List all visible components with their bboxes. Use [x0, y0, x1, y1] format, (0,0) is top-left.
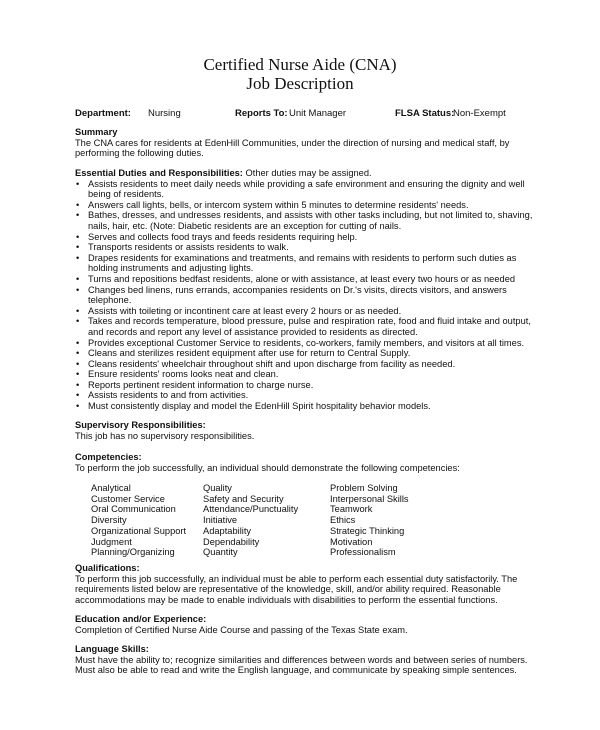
duty-item: • Takes and records temperature, blood pressure, pulse and respiration rate, food and fluid intake and output, and records and report any level of assistance provided to residents as directed. — [75, 316, 545, 337]
duty-item: • Changes bed linens, runs errands, accompanies residents on Dr.'s visits, directs visitors, and answers telephone. — [75, 285, 545, 306]
competency-item: Customer Service — [91, 493, 165, 504]
duty-item: • Answers call lights, bells, or intercom system within 5 minutes to determine residents' needs. — [75, 200, 545, 211]
language-heading: Language Skills: — [75, 644, 149, 654]
competency-item: Initiative — [203, 515, 238, 526]
competency-item: Attendance/Punctuality — [203, 504, 299, 515]
summary-heading: Summary — [75, 127, 118, 137]
reports-to-label: Reports To: — [235, 108, 288, 119]
reports-to-value: Unit Manager — [289, 108, 347, 119]
department-value: Nursing — [148, 108, 181, 119]
duties-heading: Essential Duties and Responsibilities: — [75, 168, 243, 178]
competency-item: Organizational Support — [91, 525, 187, 536]
competency-item: Judgment — [91, 536, 132, 547]
qualifications-section — [75, 563, 545, 605]
qualifications-heading: Qualifications: — [75, 563, 140, 573]
competency-item: Teamwork — [330, 504, 373, 515]
duty-item: • Assists with toileting or incontinent care at least every 2 hours or as needed. — [75, 306, 545, 317]
duties-list — [75, 179, 545, 412]
competency-item: Problem Solving — [330, 483, 398, 493]
duty-item: • Turns and repositions bedfast residents, alone or with assistance, at least every two hours or as needed — [75, 274, 545, 285]
qualifications-text: To perform this job successfully, an individual must be able to perform each essential duty satisfactorily. The requirements listed below are representative of the knowledge, skill, and/or ability required. Reasonable accommodations may be made to enable individuals with disabilities to perform the essential functions. — [75, 573, 518, 605]
duty-item: • Provides exceptional Customer Service to residents, co-workers, family members, and visitors at all times. — [75, 338, 545, 349]
duties-intro: Other duties may be assigned. — [245, 168, 372, 178]
competency-item: Adaptability — [203, 525, 252, 536]
duties-heading-line — [75, 168, 545, 179]
language-text-line-1: Must have the ability to; recognize similarities and differences between words and between series of numbers. — [75, 654, 528, 665]
duty-item: • Reports pertinent resident information to charge nurse. — [75, 380, 545, 391]
duty-item: • Must consistently display and model the EdenHill Spirit hospitality behavior models. — [75, 401, 545, 412]
competency-item: Strategic Thinking — [330, 525, 405, 536]
competency-item: Quality — [203, 483, 232, 493]
duty-item: • Assists residents to and from activities. — [75, 390, 545, 401]
flsa-status-value: Non-Exempt — [453, 108, 506, 119]
competency-item: Planning/Organizing — [91, 547, 175, 558]
language-text-line-2: Must also be able to read and write the English language, and communicate by speaking simple sentences. — [75, 665, 517, 676]
duty-item: • Transports residents or assists residents to walk. — [75, 242, 545, 253]
summary-text: The CNA cares for residents at EdenHill Communities, under the direction of nursing and medical staff, by performing the following duties. — [75, 137, 510, 159]
duty-item: • Drapes residents for examinations and treatments, and remains with residents to perform such duties as holding instruments and adjusting lights. — [75, 253, 545, 274]
department-label: Department: — [75, 108, 131, 119]
competency-item: Quantity — [203, 547, 238, 558]
competency-item: Dependability — [203, 536, 260, 547]
competency-item: Interpersonal Skills — [330, 493, 409, 504]
competency-item: Analytical — [91, 483, 131, 493]
competency-item: Professionalism — [330, 547, 396, 558]
competencies-intro: To perform the job successfully, an individual should demonstrate the following competencies: — [75, 462, 460, 473]
competencies-heading: Competencies: — [75, 452, 142, 462]
duty-item: • Serves and collects food trays and feeds residents requiring help. — [75, 232, 545, 243]
duty-item: • Cleans residents' wheelchair throughout shift and upon discharge from facility as needed. — [75, 359, 545, 370]
competencies-section — [75, 452, 545, 473]
duty-item: • Bathes, dresses, and undresses residents, and assists with other tasks including, but not limited to, shaving, nails, hair, etc. (Note: Diabetic residents are an exception for cutting of nails. — [75, 210, 545, 231]
competency-item: Safety and Security — [203, 493, 284, 504]
duty-item: • Assists residents to meet daily needs while providing a safe environment and ensuring the dignity and well being of residents. — [75, 179, 545, 200]
supervisory-text: This job has no supervisory responsibilities. — [75, 430, 255, 441]
duties-section — [75, 168, 545, 412]
competencies-column-1 — [91, 483, 186, 558]
document-subtitle: Job Description — [246, 74, 354, 93]
competency-item: Motivation — [330, 536, 373, 547]
duty-item: • Cleans and sterilizes resident equipment after use for return to Central Supply. — [75, 348, 545, 359]
document-title: Certified Nurse Aide (CNA) — [203, 55, 397, 74]
competency-item: Diversity — [91, 515, 127, 526]
supervisory-section — [75, 420, 545, 441]
education-heading: Education and/or Experience: — [75, 614, 207, 624]
competencies-column-2 — [203, 483, 298, 558]
language-section — [75, 644, 545, 676]
competency-item: Ethics — [330, 515, 356, 526]
education-text: Completion of Certified Nurse Aide Course and passing of the Texas State exam. — [75, 624, 408, 635]
supervisory-heading: Supervisory Responsibilities: — [75, 420, 206, 430]
flsa-status-label: FLSA Status: — [395, 108, 455, 119]
education-section — [75, 614, 545, 635]
competency-item: Oral Communication — [91, 504, 176, 515]
summary-section — [75, 127, 545, 159]
competencies-column-3 — [330, 483, 409, 558]
duty-item: • Ensure residents' rooms looks neat and clean. — [75, 369, 545, 380]
